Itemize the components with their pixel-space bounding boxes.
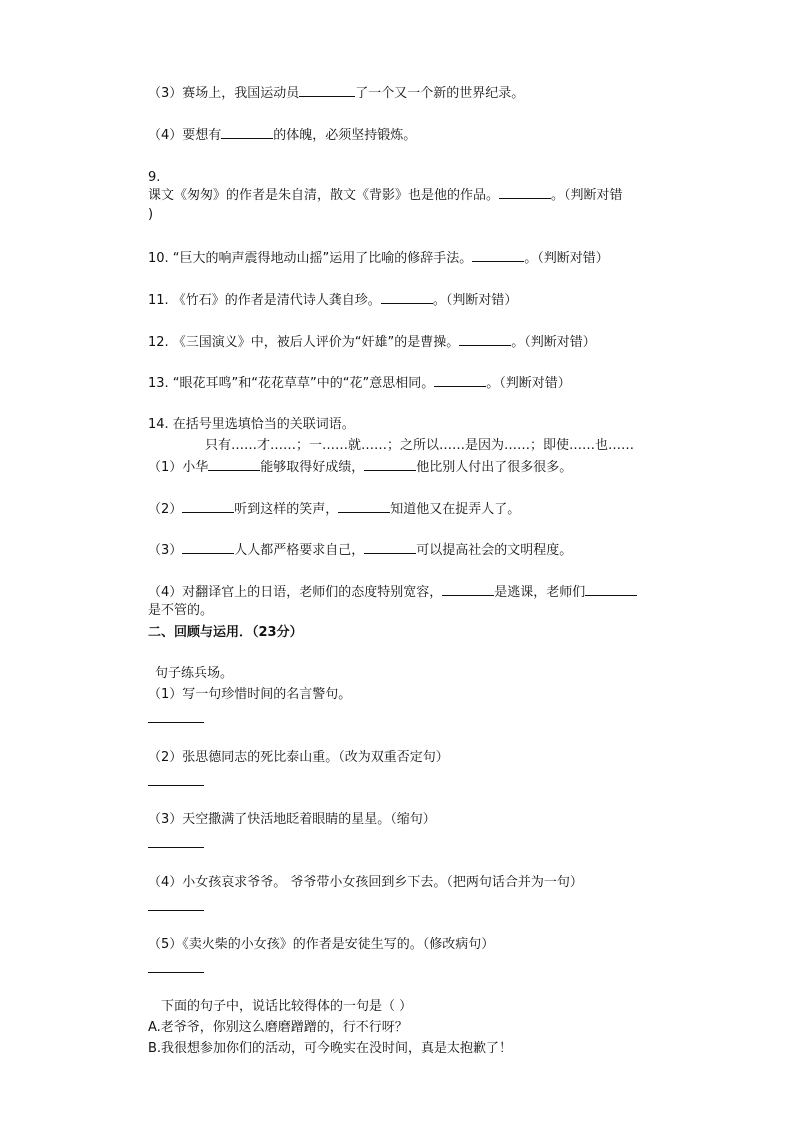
answer-line[interactable] bbox=[148, 910, 204, 911]
practice-item-5: （5）《卖火柴的小女孩》的作者是安徒生写的。（修改病句） bbox=[148, 937, 495, 952]
answer-blank[interactable] bbox=[182, 500, 234, 513]
q14-item-3: （3） 人人都严格要求自己， 可以提高社会的文明程度。 bbox=[148, 543, 573, 558]
practice-item-2: （2）张思德同志的死比泰山重。（改为双重否定句） bbox=[148, 750, 449, 765]
answer-blank[interactable] bbox=[364, 541, 416, 554]
q14-item-4-cont: 是不管的。 bbox=[148, 603, 214, 618]
q9-number: 9. bbox=[148, 170, 161, 185]
q14-item-4: （4）对翻译官上的日语，老师们的态度特别宽容， 是逃课，老师们 bbox=[148, 583, 637, 602]
answer-line[interactable] bbox=[148, 722, 204, 723]
q12-question: 12. 《三国演义》中，被后人评价为“奸雄”的是曹操。 。（判断对错） bbox=[148, 335, 596, 350]
choice-option-a[interactable]: A.老爷爷，你别这么磨磨蹭蹭的，行不行呀？ bbox=[148, 1020, 408, 1035]
answer-blank[interactable] bbox=[299, 84, 355, 97]
q10-question: 10. “巨大的响声震得地动山摇”运用了比喻的修辞手法。 。（判断对错） bbox=[148, 251, 609, 266]
q14-item-1: （1）小华 能够取得好成绩， 他比别人付出了很多很多。 bbox=[148, 460, 573, 475]
answer-blank[interactable] bbox=[381, 291, 433, 304]
answer-blank[interactable] bbox=[208, 458, 260, 471]
q14-title: 14. 在括号里选填恰当的关联词语。 bbox=[148, 417, 355, 432]
answer-line[interactable] bbox=[148, 785, 204, 786]
q11-question: 11. 《竹石》的作者是清代诗人龚自珍。 。（判断对错） bbox=[148, 293, 518, 308]
answer-blank[interactable] bbox=[338, 500, 390, 513]
answer-line[interactable] bbox=[148, 972, 204, 973]
answer-blank[interactable] bbox=[442, 583, 494, 596]
answer-blank[interactable] bbox=[182, 541, 234, 554]
q14-item-2: （2） 听到这样的笑声， 知道他又在捉弄人了。 bbox=[148, 502, 521, 517]
answer-blank[interactable] bbox=[472, 249, 524, 262]
practice-item-1: （1）写一句珍惜时间的名言警句。 bbox=[148, 687, 352, 702]
q9-question: 课文《匆匆》的作者是朱自清，散文《背影》也是他的作品。 。（判断对错 bbox=[148, 188, 623, 203]
choice-option-b[interactable]: B.我很想参加你们的活动，可今晚实在没时间，真是太抱歉了！ bbox=[148, 1041, 513, 1056]
answer-blank[interactable] bbox=[434, 374, 486, 387]
answer-blank[interactable] bbox=[585, 583, 637, 596]
answer-blank[interactable] bbox=[499, 186, 551, 199]
q9-close-paren: ) bbox=[148, 207, 154, 222]
answer-blank[interactable] bbox=[459, 333, 511, 346]
practice-item-4: （4）小女孩哀求爷爷。 爷爷带小女孩回到乡下去。（把两句话合并为一句） bbox=[148, 875, 583, 890]
q8-item-4: （4）要想有 的体魄，必须坚持锻炼。 bbox=[148, 128, 417, 143]
practice-item-3: （3）天空撒满了快活地眨着眼睛的星星。（缩句） bbox=[148, 812, 436, 827]
answer-blank[interactable] bbox=[221, 126, 273, 139]
q8-item-3: （3）赛场上，我国运动员 了一个又一个新的世界纪录。 bbox=[148, 86, 525, 101]
section-heading: 二、回顾与运用．（23分） bbox=[148, 625, 303, 640]
practice-title: 句子练兵场。 bbox=[155, 666, 234, 681]
answer-line[interactable] bbox=[148, 847, 204, 848]
answer-blank[interactable] bbox=[364, 458, 416, 471]
choice-question: 下面的句子中，说话比较得体的一句是（ ） bbox=[161, 999, 413, 1014]
q13-question: 13. “眼花耳鸣”和“花花草草”中的“花”意思相同。 。（判断对错） bbox=[148, 376, 571, 391]
q14-options: 只有……才……；一……就……；之所以……是因为……；即使……也…… bbox=[205, 438, 635, 453]
